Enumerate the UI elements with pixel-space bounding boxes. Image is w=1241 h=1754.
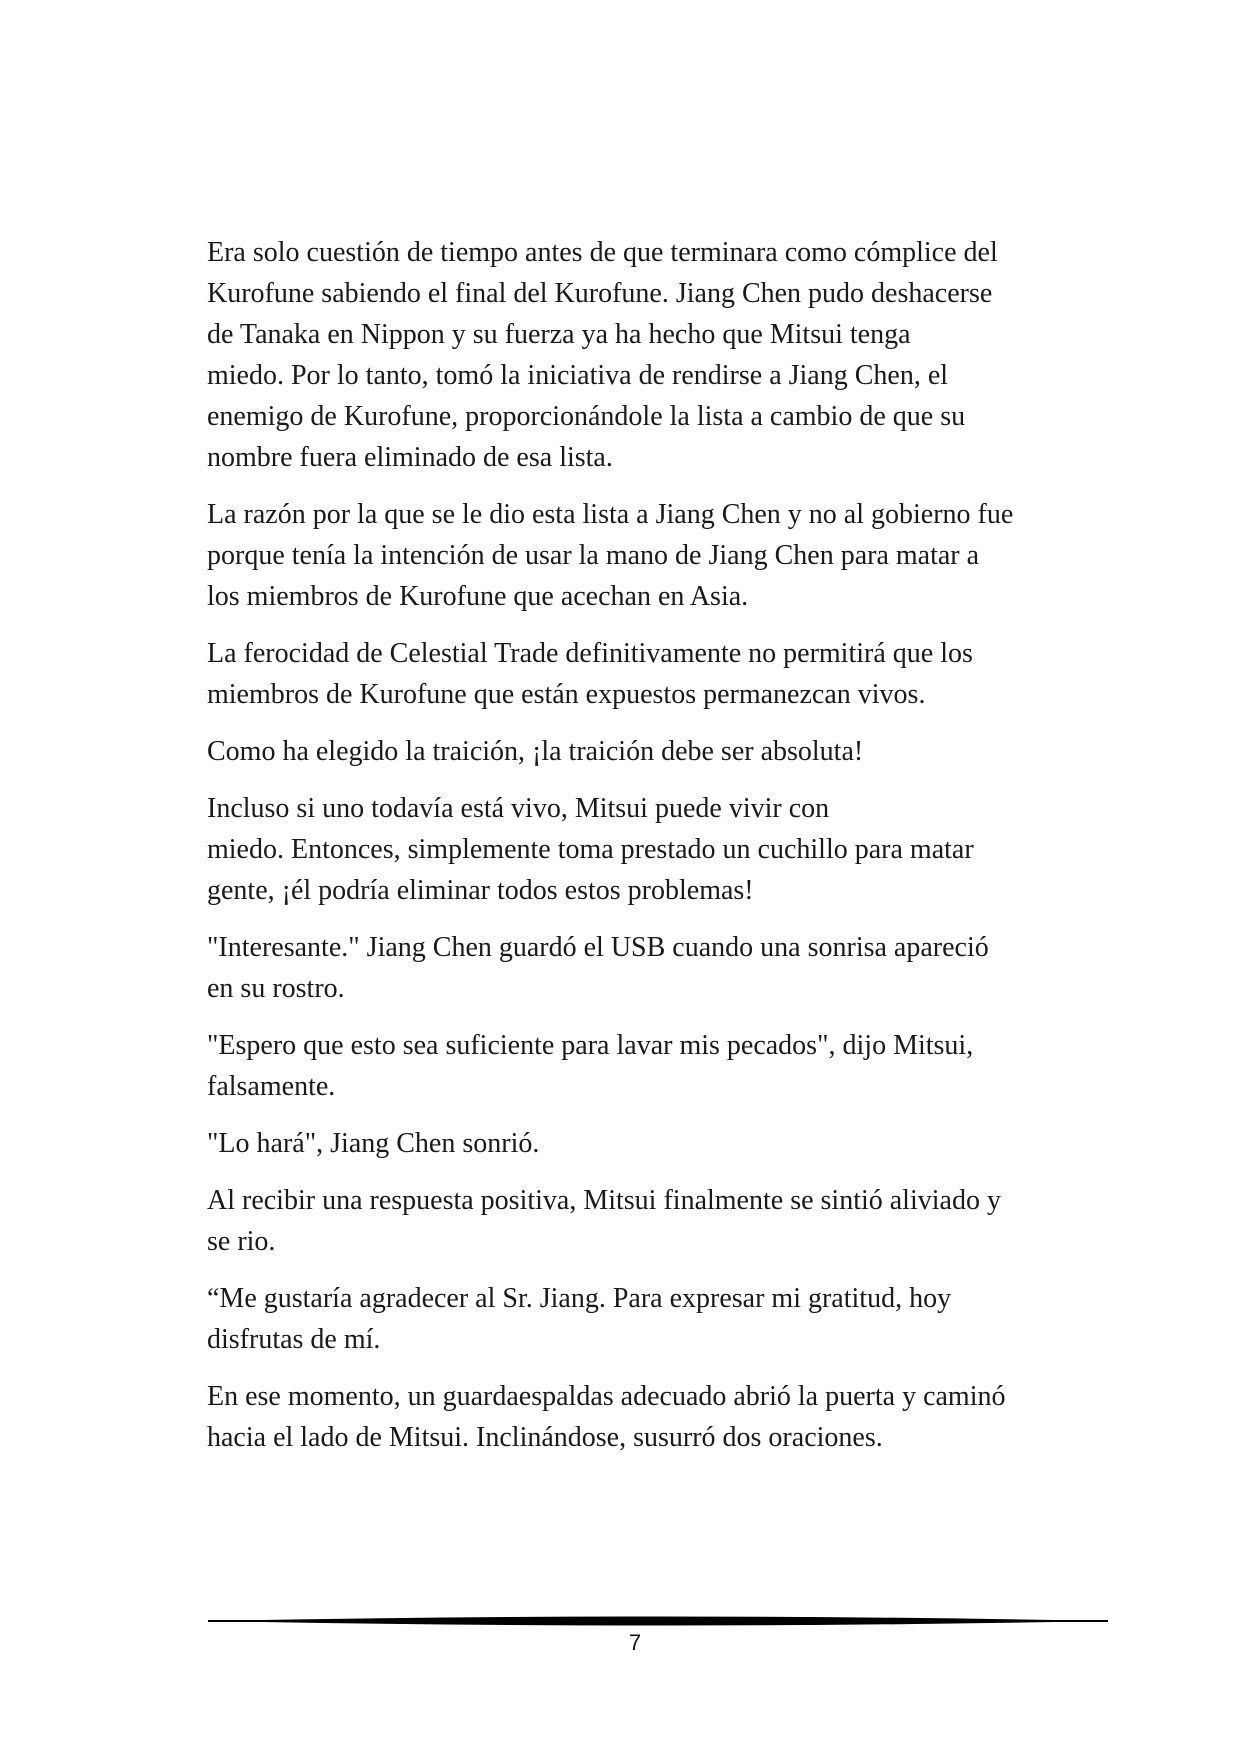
text-line: Era solo cuestión de tiempo antes de que terminara como cómplice del [207, 237, 998, 268]
text-line: nombre fuera eliminado de esa lista. [207, 442, 613, 473]
text-line: Como ha elegido la traición, ¡la traición debe ser absoluta! [207, 736, 864, 767]
text-line: de Tanaka en Nippon y su fuerza ya ha hecho que Mitsui tenga [207, 319, 911, 350]
text-line: miedo. Entonces, simplemente toma prestado un cuchillo para matar [207, 834, 974, 865]
footer-divider [208, 1614, 1108, 1628]
paragraph-7 [207, 1025, 1072, 1107]
text-line: "Espero que esto sea suficiente para lavar mis pecados", dijo Mitsui, [207, 1030, 974, 1061]
text-line: enemigo de Kurofune, proporcionándole la lista a cambio de que su [207, 401, 966, 432]
text-line: disfrutas de mí. [207, 1324, 381, 1355]
text-line: en su rostro. [207, 973, 345, 1004]
paragraph-11 [207, 1376, 1072, 1458]
text-line: La ferocidad de Celestial Trade definitivamente no permitirá que los [207, 638, 973, 669]
text-line: "Interesante." Jiang Chen guardó el USB cuando una sonrisa apareció [207, 932, 989, 963]
text-line: porque tenía la intención de usar la mano de Jiang Chen para matar a [207, 540, 980, 571]
text-line: “Me gustaría agradecer al Sr. Jiang. Para expresar mi gratitud, hoy [207, 1283, 952, 1314]
paragraph-1 [207, 232, 1072, 478]
text-line: hacia el lado de Mitsui. Inclinándose, susurró dos oraciones. [207, 1422, 883, 1453]
paragraph-10 [207, 1278, 1072, 1360]
text-line: se rio. [207, 1226, 276, 1257]
text-line: los miembros de Kurofune que acechan en Asia. [207, 581, 749, 612]
paragraph-5 [207, 788, 1072, 911]
paragraph-3 [207, 633, 1072, 715]
text-line: "Lo hará", Jiang Chen sonrió. [207, 1128, 540, 1159]
body-text [207, 232, 1072, 1474]
paragraph-8 [207, 1123, 1072, 1164]
text-line: Kurofune sabiendo el final del Kurofune. Jiang Chen pudo deshacerse [207, 278, 993, 309]
paragraph-2 [207, 494, 1072, 617]
paragraph-6 [207, 927, 1072, 1009]
text-line: falsamente. [207, 1071, 336, 1102]
text-line: Al recibir una respuesta positiva, Mitsui finalmente se sintió aliviado y [207, 1185, 1001, 1216]
text-line: miembros de Kurofune que están expuestos permanezcan vivos. [207, 679, 926, 710]
text-line: gente, ¡él podría eliminar todos estos problemas! [207, 875, 754, 906]
text-line: La razón por la que se le dio esta lista a Jiang Chen y no al gobierno fue [207, 499, 1014, 530]
text-line: Incluso si uno todavía está vivo, Mitsui puede vivir con [207, 793, 830, 824]
page-number: 7 [628, 1630, 642, 1655]
paragraph-4 [207, 731, 1072, 772]
paragraph-9 [207, 1180, 1072, 1262]
text-line: miedo. Por lo tanto, tomó la iniciativa de rendirse a Jiang Chen, el [207, 360, 949, 391]
text-line: En ese momento, un guardaespaldas adecuado abrió la puerta y caminó [207, 1381, 1006, 1412]
